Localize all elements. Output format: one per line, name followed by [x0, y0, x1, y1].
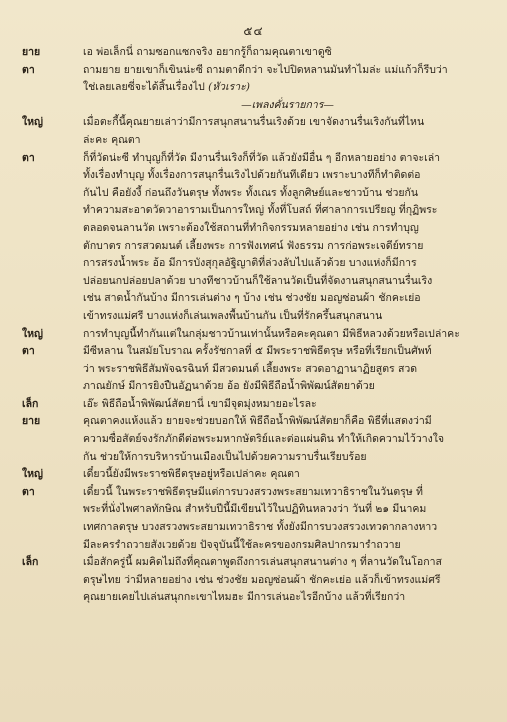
- speaker-name: ยาย: [22, 46, 41, 58]
- text-line: [83, 132, 492, 150]
- dialogue-text: [83, 326, 492, 344]
- text-line: [83, 290, 492, 308]
- dialogue-text: [83, 44, 492, 62]
- text-line-content: ทำความสะอาดวัดวาอารามเป็นการใหญ่ ทั้งที่โบสถ์ ที่ศาลาการเปรียญ ที่กุฏิพระ: [83, 204, 438, 217]
- speaker-name: ตา: [22, 151, 35, 164]
- speaker-name: ใหญ่: [22, 116, 43, 129]
- text-line-content: เมื่อตะกี้นี้คุณยายเล่าว่ามีการสนุกสนานรื่นเริงด้วย เขาจัดงานรื่นเริงกันที่ไหน: [83, 116, 425, 129]
- text-line-content: เทศกาลตรุษ บวงสรวงพระสยามเทวาธิราช ทั้งยังมีการบวงสรวงเทวดากลางหาว: [83, 521, 438, 534]
- dialogue-text: [83, 150, 492, 326]
- text-line-content: การสรงน้ำพระ อ้อ มีการบังสุกุลอัฐิญาติที่ล่วงลับไปแล้วด้วย บางแห่งก็มีการ: [83, 257, 417, 270]
- dialogue-text: [83, 114, 492, 149]
- text-line: [83, 167, 492, 185]
- text-line-content: ทั้งเรื่องทำบุญ ทั้งเรื่องการสนุกรื่นเริงไปด้วยกันทีเดียว เพราะบางทีก็ทำติดต่อ: [83, 169, 421, 182]
- text-line: [83, 326, 492, 344]
- text-line: [83, 44, 492, 62]
- text-line: [83, 255, 492, 273]
- dialogue-row: [22, 326, 492, 344]
- text-line: [83, 150, 492, 168]
- speaker-name: เล็ก: [22, 397, 39, 410]
- dialogue-row: [22, 484, 492, 554]
- dialogue-text: [83, 343, 492, 396]
- text-line: [83, 273, 492, 291]
- text-line: [83, 220, 492, 238]
- text-line-content: ใช่เลยเลยซี่จะได้สิ้นเรื่องไป: [83, 81, 205, 94]
- stage-note: (หัวเราะ): [204, 81, 250, 94]
- text-line-content: พระที่นั่งไพศาลทักษิณ สำหรับปีนี้มีเขียนไว้ในปฏิทินหลวงว่า วันที่ ๒๑ มีนาคม: [83, 503, 427, 516]
- text-line-content: ตลอดจนลานวัด เพราะต้องใช้สถานที่ทำกิจกรรมหลายอย่าง เช่น การทำบุญ: [83, 221, 419, 234]
- dialogue-body: [22, 44, 492, 607]
- text-line: [83, 114, 492, 132]
- text-line-content: กัน ช่วยให้การบริหารบ้านเมืองเป็นไปด้วยความราบรื่นเรียบร้อย: [83, 450, 367, 463]
- speaker-name: ตา: [22, 345, 35, 358]
- text-line-content: เมื่อสักครู่นี้ ผมคิดไม่ถึงที่คุณตาพูดถึงการเล่นสนุกสนานต่าง ๆ ที่ลานวัดในโอกาส: [83, 556, 442, 569]
- text-line: [83, 62, 492, 80]
- dialogue-text: [83, 79, 492, 97]
- dialogue-text: [83, 466, 492, 484]
- text-line: [83, 396, 492, 414]
- text-line-content: เดี๋ยวนี้ยังมีพระราชพิธีตรุษอยู่หรือเปล่าคะ คุณตา: [83, 468, 300, 481]
- text-line: [83, 431, 492, 449]
- dialogue-text: [83, 484, 492, 554]
- text-line-content: กันไป คือยังงี้ ก่อนถึงวันตรุษ ทั้งพระ ทั้งเณร ทั้งลูกศิษย์และชาวบ้าน ช่วยกัน: [83, 186, 419, 199]
- dialogue-row: [22, 343, 492, 396]
- text-line: [83, 413, 492, 431]
- speaker-name: ใหญ่: [22, 468, 43, 481]
- speaker-name: [22, 79, 83, 97]
- text-line-content: ตรุษไทย ว่ามีหลายอย่าง เช่น ช่วงชัย มอญซ่อนผ้า ชักคะเย่อ แล้วก็เข้าทรงแม่ศรี: [83, 573, 441, 586]
- text-line-content: ก็ที่วัดน่ะซี ทำบุญก็ที่วัด มีงานรื่นเริงก็ที่วัด แล้วยังมีอื่น ๆ อีกหลายอย่าง ตาจะเล่า: [83, 151, 441, 164]
- text-line: [83, 589, 492, 607]
- dialogue-row: [22, 44, 492, 62]
- text-line: [83, 185, 492, 203]
- dialogue-row: [22, 62, 492, 80]
- dialogue-row: [22, 413, 492, 466]
- text-line-content: ความซื่อสัตย์จงรักภักดีต่อพระมหากษัตริย์และต่อแผ่นดิน ทำให้เกิดความไว้วางใจ: [83, 433, 445, 446]
- text-line: [83, 378, 492, 396]
- text-line-content: คุณยายเคยไปเล่นสนุกกะเขาไหมฮะ มีการเล่นอะไรอีกบ้าง แล้วที่เรียกว่า: [83, 591, 406, 604]
- text-line-content: ว่า พระราชพิธีสัมพัจฉรฉินท์ มีสวดมนต์ เลี้ยงพระ สวดอาฏานาฏิยสูตร สวด: [83, 362, 418, 375]
- text-line: [83, 537, 492, 555]
- text-line-content: เข้าทรงแม่ศรี บางแห่งก็เล่นเพลงพื้นบ้านกัน เป็นที่รักครึ้นสนุกสนาน: [83, 309, 383, 322]
- text-line-content: การทำบุญนี้ทำกันแต่ในกลุ่มชาวบ้านเท่านั้นหรือคะคุณตา มีพิธีหลวงด้วยหรือเปล่าคะ: [83, 327, 460, 340]
- text-line: [83, 501, 492, 519]
- text-line-content: เดี๋ยวนี้ ในพระราชพิธีตรุษมีแต่การบวงสรวงพระสยามเทวาธิราชในวันตรุษ ที่: [83, 485, 423, 498]
- text-line: [83, 519, 492, 537]
- text-line: [83, 79, 492, 97]
- dialogue-text: [83, 554, 492, 607]
- dialogue-text: [83, 396, 492, 414]
- text-line-content: มีละครรำถวายสังเวยด้วย ปัจจุบันนี้ใช้ละครของกรมศิลปากรมารำถวาย: [83, 538, 401, 551]
- text-line-content: มีซีหลาน ในสมัยโบราณ ครั้งรัชกาลที่ ๕ มีพระราชพิธีตรุษ หรือที่เรียกเป็นศัพท์: [83, 345, 432, 358]
- text-line-content: คุณตาคงแห้งแล้ว ยายจะช่วยบอกให้ พิธีถือน้ำพิพัฒน์สัตยาก็คือ พิธีที่แสดงว่ามี: [83, 415, 432, 428]
- text-line: [83, 361, 492, 379]
- text-line-content: เอ๊ะ พิธีถือน้ำพิพัฒน์สัตยานี่ เขามีจุดมุ่งหมายอะไรละ: [83, 397, 317, 410]
- text-line-content: เอ พ่อเล็กนี่ ถามซอกแซกจริง อยากรู้ก็ถามคุณตาเขาดูซิ: [83, 46, 332, 58]
- text-line-content: ถามยาย ยายเขาก็เขินน่ะซี ถามตาดีกว่า จะไปปิดหลานมันทำไมล่ะ แม่แก้วก็รีบว่า: [83, 63, 448, 76]
- speaker-name: ยาย: [22, 415, 41, 428]
- text-line: [83, 238, 492, 256]
- text-line-content: เช่น สาดน้ำกันบ้าง มีการเล่นต่าง ๆ บ้าง เช่น ช่วงชัย มอญซ่อนผ้า ชักคะเย่อ: [83, 292, 421, 305]
- speaker-name: ใหญ่: [22, 327, 43, 340]
- text-line: [83, 572, 492, 590]
- text-line-content: ตักบาตร การสวดมนต์ เลี้ยงพระ การฟังเทศน์ ฟังธรรม การก่อพระเจดีย์ทราย: [83, 239, 424, 252]
- speaker-name: ตา: [22, 485, 35, 498]
- text-line-content: ภาณยักษ์ มีการยิงปืนอัฏนาด้วย อ้อ ยังมีพิธีถือน้ำพิพัฒน์สัตยาด้วย: [83, 380, 375, 393]
- speaker-name: เล็ก: [22, 556, 39, 569]
- speaker-name: ตา: [22, 63, 35, 76]
- text-line: [83, 202, 492, 220]
- dialogue-row: [22, 554, 492, 607]
- page-number: ๕๔: [243, 24, 264, 38]
- text-line: [83, 449, 492, 467]
- dialogue-row: [22, 79, 492, 97]
- text-line: [83, 554, 492, 572]
- text-line: [83, 466, 492, 484]
- text-line: [83, 484, 492, 502]
- song-interlude: —เพลงคั่นรายการ—: [241, 98, 334, 111]
- dialogue-text: [83, 413, 492, 466]
- dialogue-row: [22, 114, 492, 149]
- text-line-content: ล่ะคะ คุณตา: [83, 133, 141, 146]
- dialogue-row: [22, 466, 492, 484]
- dialogue-row: [22, 396, 492, 414]
- text-line-content: ปล่อยนกปล่อยปลาด้วย บางทีชาวบ้านก็ใช้ลานวัดเป็นที่จัดงานสนุกสนานรื่นเริง: [83, 274, 433, 287]
- text-line: [83, 308, 492, 326]
- dialogue-text: [83, 62, 492, 80]
- text-line: [83, 343, 492, 361]
- dialogue-row: [22, 150, 492, 326]
